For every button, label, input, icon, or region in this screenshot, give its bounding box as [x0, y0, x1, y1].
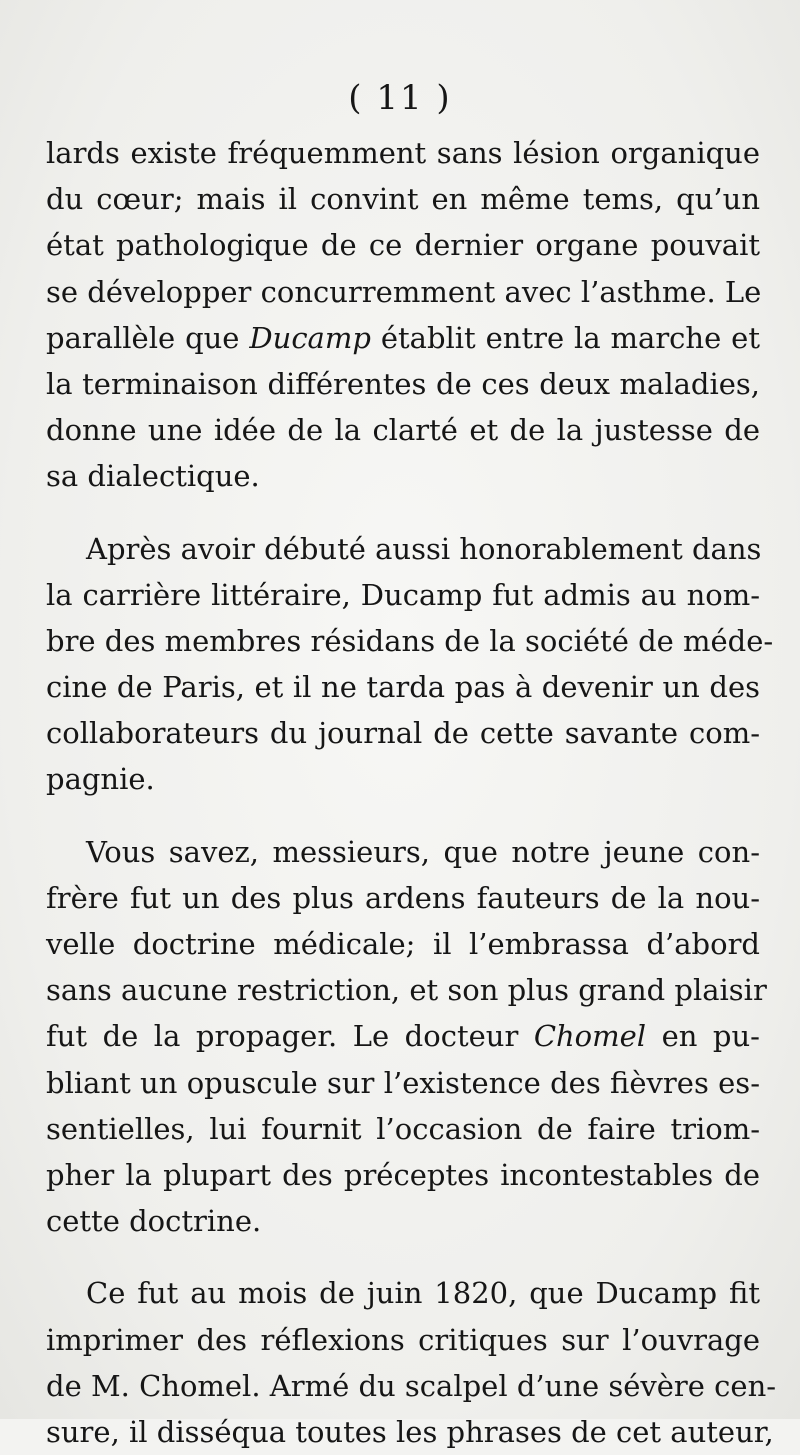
- text-line: du cœur; mais il convint en même tems, qu’un: [46, 182, 760, 217]
- text-line: bliant un opuscule sur l’existence des fièvres es-: [46, 1065, 760, 1100]
- text-line: la carrière littéraire, Ducamp fut admis au nom-: [46, 577, 760, 612]
- text-line: sure, il disséqua toutes les phrases de cet auteur,: [46, 1414, 774, 1449]
- text-line: velle doctrine médicale; il l’embrassa d’abord: [46, 927, 760, 961]
- body-text: [46, 130, 777, 1455]
- paragraph: [46, 1270, 777, 1455]
- paragraph-gap: [46, 803, 760, 829]
- text-line: Après avoir débuté aussi honorablement dans: [86, 531, 762, 566]
- text-line: pagnie.: [46, 762, 155, 797]
- paragraph: [46, 829, 767, 1245]
- text-line: [46, 1013, 760, 1059]
- text-line: Vous savez, messieurs, que notre jeune con-: [86, 834, 760, 869]
- paragraph-gap: [46, 1244, 760, 1270]
- paragraph: [46, 526, 774, 803]
- text-line: la terminaison différentes de ces deux maladies,: [46, 366, 760, 401]
- italic-name: Chomel: [533, 1019, 647, 1054]
- text-line: sans aucune restriction, et son plus grand plaisir: [46, 973, 767, 1008]
- paragraph: [46, 130, 760, 500]
- text-line: Ce fut au mois de juin 1820, que Ducamp fit: [86, 1276, 760, 1311]
- text-line: état pathologique de ce dernier organe pouvait: [46, 228, 760, 263]
- paragraph-gap: [46, 500, 760, 526]
- text-line: de M. Chomel. Armé du scalpel d’une sévère cen-: [46, 1368, 777, 1403]
- text-line: lards existe fréquemment sans lésion organique: [46, 136, 760, 170]
- text-line: donne une idée de la clarté et de la justesse de: [46, 413, 760, 448]
- text-run: fut de la propager. Le docteur: [46, 1019, 534, 1054]
- text-run: en pu-: [646, 1019, 760, 1054]
- text-line: frère fut un des plus ardens fauteurs de la nou-: [46, 880, 760, 915]
- text-line: se développer concurremment avec l’asthme. Le: [46, 274, 762, 309]
- text-line: [46, 315, 760, 361]
- italic-name: Ducamp: [249, 320, 371, 355]
- page-number: ( 11 ): [348, 78, 452, 118]
- text-line: imprimer des réflexions critiques sur l’ouvrage: [46, 1322, 760, 1357]
- text-line: sentielles, lui fournit l’occasion de faire triom-: [46, 1111, 760, 1146]
- text-run: parallèle que: [46, 320, 250, 355]
- text-line: sa dialectique.: [46, 459, 260, 494]
- text-line: bre des membres résidans de la société de méde-: [46, 623, 774, 658]
- text-line: pher la plupart des préceptes incontestables de: [46, 1157, 760, 1192]
- text-run: établit entre la marche et: [370, 320, 760, 355]
- text-line: cette doctrine.: [46, 1204, 262, 1239]
- text-line: cine de Paris, et il ne tarda pas à devenir un des: [46, 670, 760, 705]
- text-line: collaborateurs du journal de cette savante com-: [46, 716, 760, 751]
